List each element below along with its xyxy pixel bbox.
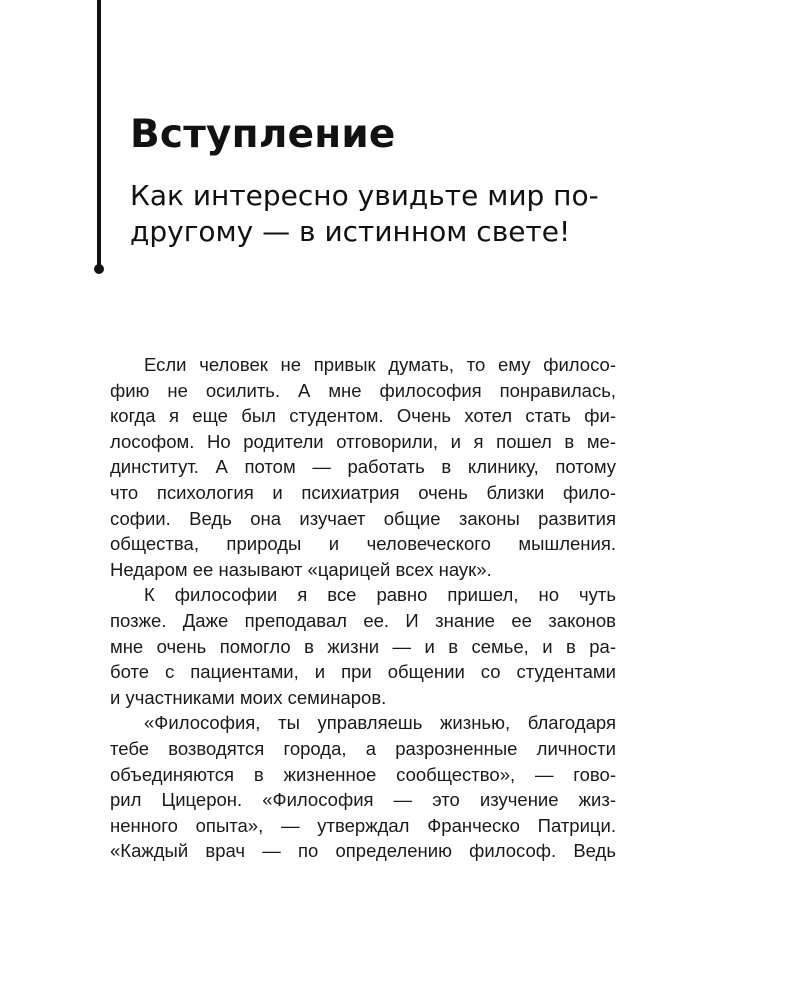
text-line: тебе возводятся города, а разрозненные личности <box>110 737 616 759</box>
text-line: объединяются в жизненное сообщество», — гово- <box>110 763 616 785</box>
text-line: рил Цицерон. «Философия — это изучение жиз- <box>110 789 616 811</box>
chapter-subtitle: Как интересно увидьте мир по-другому — в истинном свете! <box>130 179 599 248</box>
margin-vertical-rule <box>97 0 101 268</box>
text-line: «Каждый врач — по определению философ. Ведь <box>110 840 616 862</box>
chapter-title: Вступление <box>130 112 396 157</box>
body-text <box>110 352 616 864</box>
text-line: что психология и психиатрия очень близки фило- <box>110 481 616 503</box>
text-line: лософом. Но родители отговорили, и я пошел в ме- <box>110 430 616 452</box>
text-line: фию не осилить. А мне философия понравилась, <box>110 379 616 401</box>
margin-rule-dot <box>94 264 104 274</box>
text-line: позже. Даже преподавал ее. И знание ее законов <box>110 609 616 631</box>
text-line: ненного опыта», — утверждал Франческо Патрици. <box>110 814 616 836</box>
text-line: и участниками моих семинаров. <box>110 686 387 708</box>
text-line: Недаром ее называют «царицей всех наук». <box>110 558 492 580</box>
text-line: боте с пациентами, и при общении со студентами <box>110 661 616 683</box>
text-line: когда я еще был студентом. Очень хотел стать фи- <box>110 405 616 427</box>
text-line: софии. Ведь она изучает общие законы развития <box>110 507 616 529</box>
text-line: К философии я все равно пришел, но чуть <box>144 584 616 606</box>
text-line: общества, природы и человеческого мышления. <box>110 533 616 555</box>
text-line: «Философия, ты управляешь жизнью, благодаря <box>144 712 616 734</box>
text-line: мне очень помогло в жизни — и в семье, и в ра- <box>110 635 616 657</box>
text-line: Если человек не привык думать, то ему филосо- <box>144 354 616 375</box>
text-line: динститут. А потом — работать в клинику, потому <box>110 456 616 478</box>
